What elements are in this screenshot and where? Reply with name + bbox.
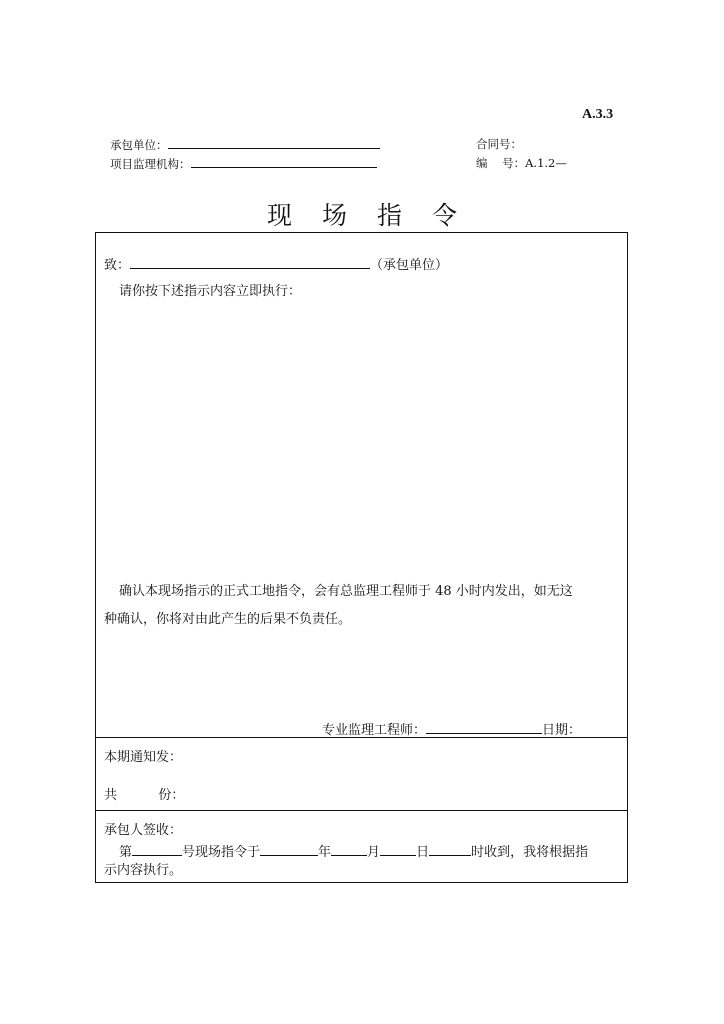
engineer-blank[interactable] <box>426 720 542 734</box>
receipt-prefix: 第 <box>119 845 133 860</box>
to-label: 致： <box>104 258 131 273</box>
contract-no-field <box>476 136 522 152</box>
form-code: A.3.3 <box>582 107 614 122</box>
copies-label: 共 份： <box>104 788 185 803</box>
day-blank[interactable] <box>380 842 416 856</box>
receipt-mid: 号现场指令于 <box>182 845 261 860</box>
contract-no-label: 合同号： <box>476 137 522 151</box>
month-blank[interactable] <box>331 842 367 856</box>
receipt-tail: 时收到，我将根据指 <box>471 845 589 860</box>
sign-label: 承包人签收： <box>104 823 183 838</box>
to-suffix: （承包单位） <box>370 258 449 273</box>
instruction-number-blank[interactable] <box>132 842 182 856</box>
to-line <box>104 255 448 275</box>
instruction-text: 请你按下述指示内容立即执行： <box>119 284 302 299</box>
supervisor-org-label: 项目监理机构： <box>110 157 191 171</box>
date-label: 日期： <box>542 723 582 738</box>
contractor-label: 承包单位： <box>110 138 168 152</box>
page-title: 现场指令 <box>266 201 487 230</box>
contractor-blank[interactable] <box>168 136 380 149</box>
receipt-line <box>119 842 588 862</box>
notify-label: 本期通知发： <box>104 750 183 765</box>
divider-distribution <box>95 810 628 811</box>
month-label: 月 <box>367 845 381 860</box>
year-label: 年 <box>318 845 332 860</box>
form-table <box>95 232 628 883</box>
engineer-line <box>322 720 581 740</box>
supervisor-org-blank[interactable] <box>191 155 377 168</box>
hour-blank[interactable] <box>429 842 471 856</box>
engineer-label: 专业监理工程师： <box>322 723 427 738</box>
day-label: 日 <box>416 845 430 860</box>
confirm-line-2: 种确认，你将对由此产生的后果不负责任。 <box>104 612 352 627</box>
serial-value: A.1.2— <box>525 156 567 170</box>
to-blank[interactable] <box>130 255 370 269</box>
contractor-field <box>110 136 380 153</box>
confirm-line-1: 确认本现场指示的正式工地指令，会有总监理工程师于 48 小时内发出，如无这 <box>119 584 573 599</box>
supervisor-org-field <box>110 155 377 172</box>
serial-label: 编 号： <box>476 156 526 170</box>
year-blank[interactable] <box>260 842 318 856</box>
receipt-line-2: 示内容执行。 <box>104 863 183 878</box>
serial-field <box>476 155 567 171</box>
